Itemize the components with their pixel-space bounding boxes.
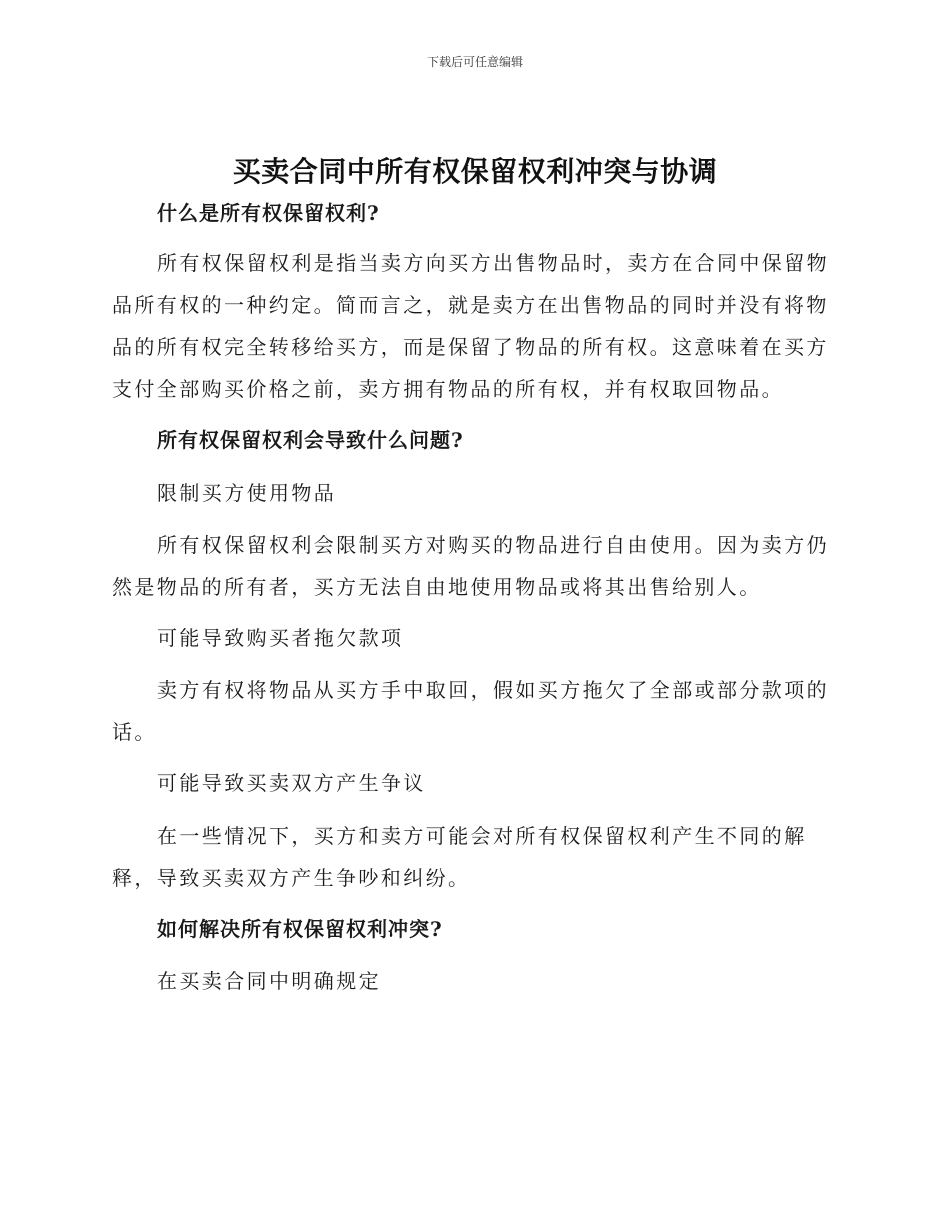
document-title: 买卖合同中所有权保留权利冲突与协调 <box>232 155 718 188</box>
subheading-1: 限制买方使用物品 <box>157 481 337 505</box>
question-heading-2: 所有权保留权利会导致什么问题? <box>157 428 464 452</box>
question-heading-3: 如何解决所有权保留权利冲突? <box>157 917 443 941</box>
subheading-2: 可能导致购买者拖欠款项 <box>157 626 404 650</box>
paragraph-3: 卖方有权将物品从买方手中取回，假如买方拖欠了全部或部分款项的话。 <box>112 678 829 744</box>
page-header: 下载后可任意编辑 <box>426 55 523 69</box>
question-heading-1: 什么是所有权保留权利? <box>157 201 380 225</box>
paragraph-2: 所有权保留权利会限制买方对购买的物品进行自由使用。因为卖方仍然是物品的所有者，买方无法自由地使用物品或将其出售给别人。 <box>112 533 829 599</box>
paragraph-1: 所有权保留权利是指当卖方向买方出售物品时，卖方在合同中保留物品所有权的一种约定。简而言之，就是卖方在出售物品的同时并没有将物品的所有权完全转移给买方，而是保留了物品的所有权。这意味着在买方支付全部购买价格之前，卖方拥有物品的所有权，并有权取回物品。 <box>112 251 829 401</box>
paragraph-4: 在一些情况下，买方和卖方可能会对所有权保留权利产生不同的解释，导致买卖双方产生争吵和纠纷。 <box>112 824 807 890</box>
subheading-4: 在买卖合同中明确规定 <box>157 969 381 993</box>
subheading-3: 可能导致买卖双方产生争议 <box>157 771 426 795</box>
